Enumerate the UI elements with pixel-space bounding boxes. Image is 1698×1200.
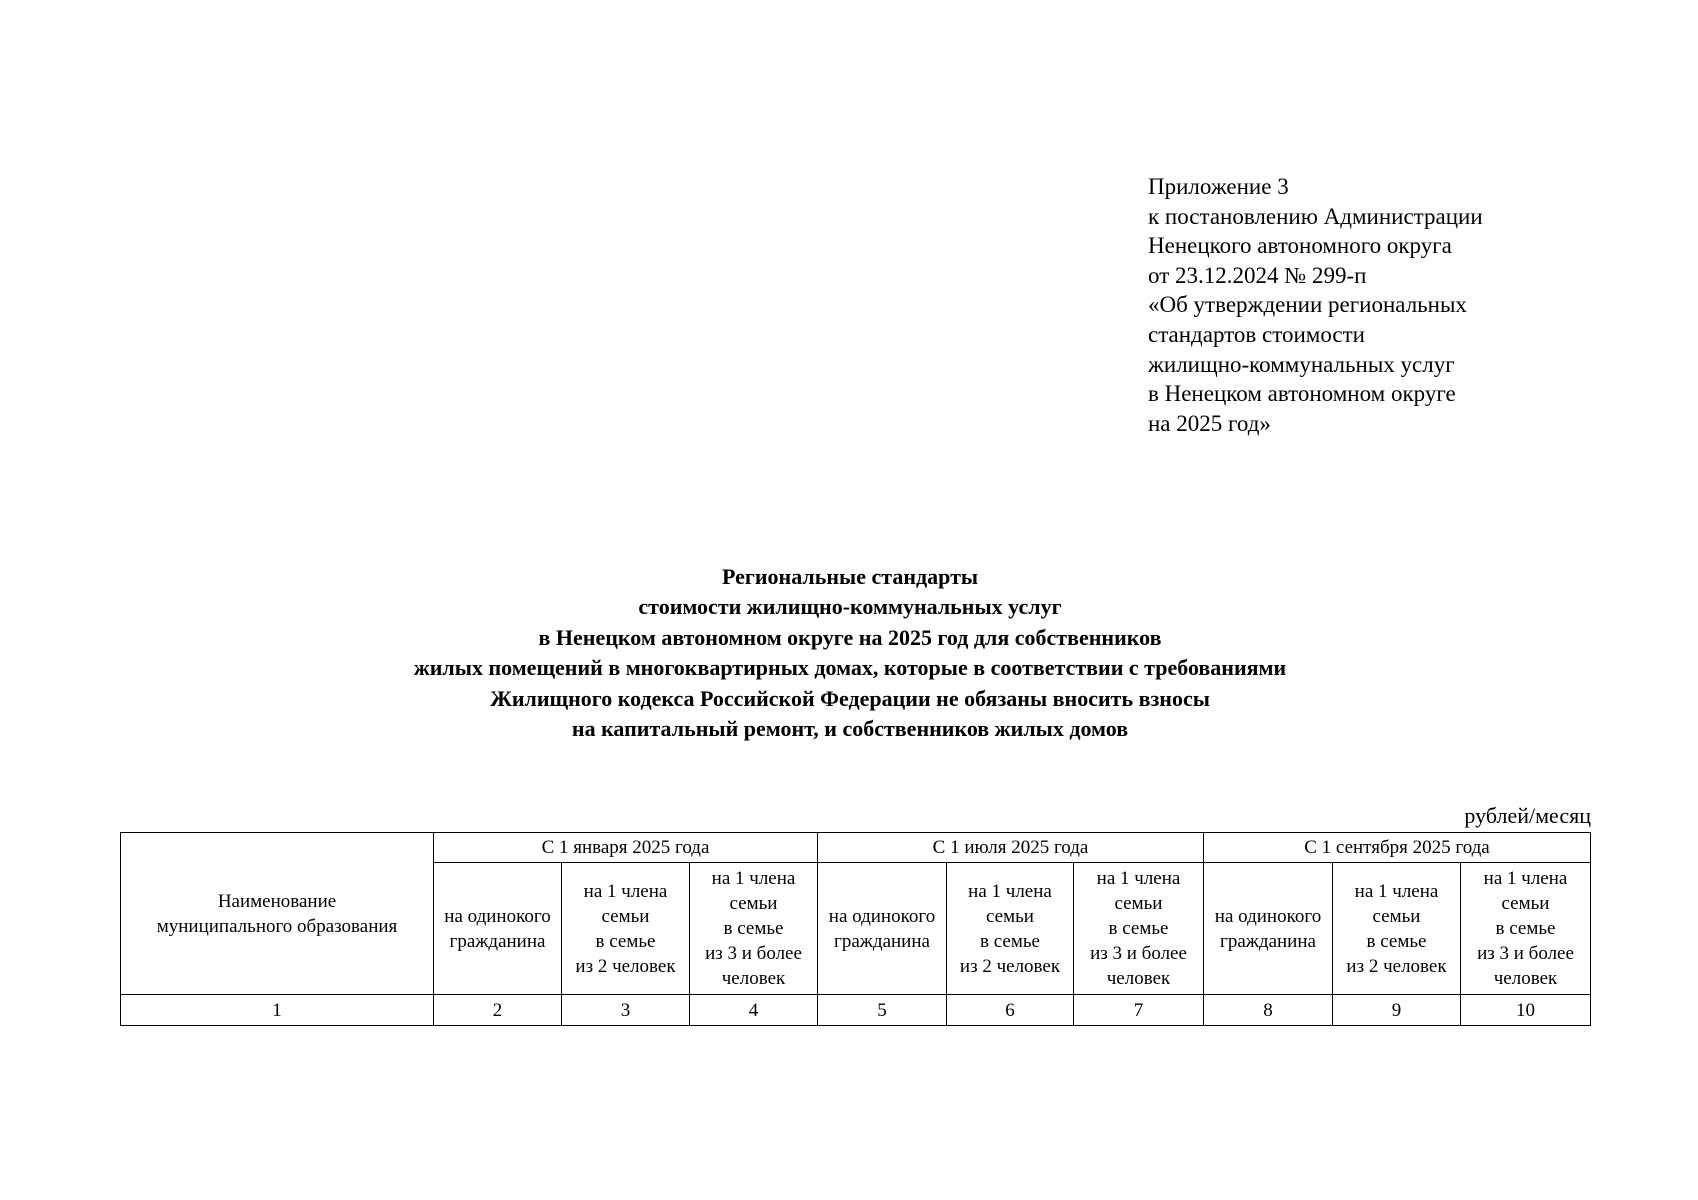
column-number: 10 xyxy=(1461,995,1591,1026)
title-line: Региональные стандарты xyxy=(721,564,979,589)
title-line: Жилищного кодекса Российской Федерации не обязаны вносить взносы xyxy=(490,685,1210,711)
units-label: рублей/месяц xyxy=(1464,803,1591,828)
annex-line: «Об утверждении региональных xyxy=(1148,292,1467,318)
column-number: 3 xyxy=(562,995,690,1026)
document-title xyxy=(110,562,1590,744)
standards-table xyxy=(120,832,1591,1026)
period-header-july: С 1 июля 2025 года xyxy=(818,833,1204,863)
annex-line: стандартов стоимости xyxy=(1148,321,1365,347)
title-line: в Ненецком автономном округе на 2025 год для собственников xyxy=(538,624,1162,650)
title-line: стоимости жилищно-коммунальных услуг xyxy=(638,594,1062,620)
annex-line: от 23.12.2024 № 299-п xyxy=(1148,262,1367,288)
annex-block xyxy=(1148,172,1483,438)
title-line: жилых помещений в многоквартирных домах, которые в соответствии с требованиями xyxy=(413,655,1287,681)
family-of-three-header: на 1 члена семьи в семье из 3 и более человек xyxy=(1074,863,1204,995)
column-number: 8 xyxy=(1204,995,1333,1026)
single-citizen-header: на одинокого гражданина xyxy=(818,863,947,995)
column-number: 5 xyxy=(818,995,947,1026)
column-number: 1 xyxy=(121,995,434,1026)
family-of-two-header: на 1 члена семьи в семье из 2 человек xyxy=(1333,863,1461,995)
period-header-september: С 1 сентября 2025 года xyxy=(1204,833,1591,863)
family-of-two-header: на 1 члена семьи в семье из 2 человек xyxy=(947,863,1074,995)
column-number-row xyxy=(121,995,1591,1026)
header-row-periods xyxy=(121,833,1591,863)
column-number: 2 xyxy=(434,995,562,1026)
column-number: 6 xyxy=(947,995,1074,1026)
single-citizen-header: на одинокого гражданина xyxy=(1204,863,1333,995)
single-citizen-header: на одинокого гражданина xyxy=(434,863,562,995)
family-of-two-header: на 1 члена семьи в семье из 2 человек xyxy=(562,863,690,995)
annex-line: на 2025 год» xyxy=(1148,410,1271,436)
annex-line: Ненецкого автономного округа xyxy=(1148,233,1452,259)
column-number: 4 xyxy=(690,995,818,1026)
column-number: 7 xyxy=(1074,995,1204,1026)
annex-line: Приложение 3 xyxy=(1148,174,1289,199)
annex-line: к постановлению Администрации xyxy=(1148,203,1483,229)
period-header-january: С 1 января 2025 года xyxy=(434,833,818,863)
annex-line: в Ненецком автономном округе xyxy=(1148,381,1456,407)
municipality-header: Наименование муниципального образования xyxy=(121,833,434,995)
annex-line: жилищно-коммунальных услуг xyxy=(1148,351,1455,377)
column-number: 9 xyxy=(1333,995,1461,1026)
title-line: на капитальный ремонт, и собственников жилых домов xyxy=(571,716,1129,742)
family-of-three-header: на 1 члена семьи в семье из 3 и более человек xyxy=(1461,863,1591,995)
family-of-three-header: на 1 члена семьи в семье из 3 и более человек xyxy=(690,863,818,995)
